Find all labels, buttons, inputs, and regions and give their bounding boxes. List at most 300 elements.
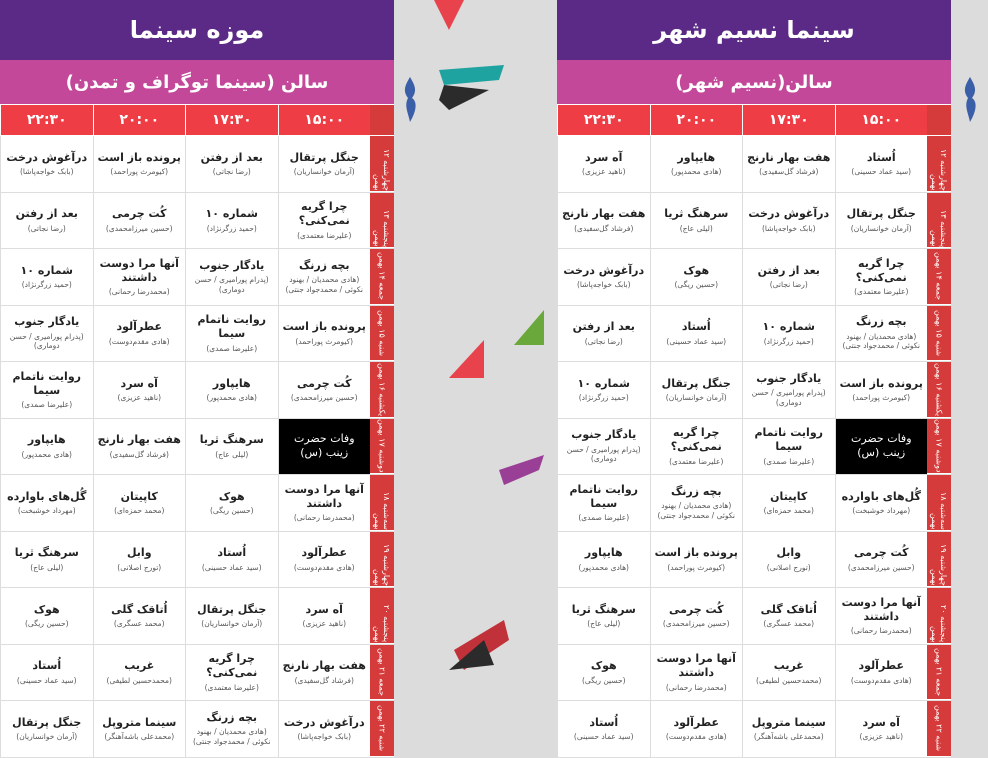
movie-director: (فرشاد گل‌سفیدی) [294,675,354,685]
schedule-grid [557,136,951,758]
movie-director: (بابک خواجه‌پاشا) [576,280,631,290]
movie-title: آنها مرا دوست داشتند [284,482,364,510]
movie-title: چرا گریه نمی‌کنی؟ [206,652,258,680]
movie-title: سینما متروپل [751,715,826,729]
movie-title: پرونده باز است [654,546,738,560]
movie-director: (تورج اصلانی) [117,562,162,572]
schedule-row [0,532,394,589]
schedule-row [0,249,394,306]
movie-title: شماره ۱۰ [577,376,630,390]
screening-cell [742,532,835,588]
date-label: سه‌شنبه ۱۸ بهمن [927,475,951,531]
schedule-row [557,136,951,193]
movie-director: (کیومرث پوراحمد) [667,562,726,572]
movie-title: درآغوش درخت [6,150,88,164]
movie-director: (علیرضا معتمدی) [854,287,909,297]
movie-director: (کیومرث پوراحمد) [110,167,169,177]
movie-title: شماره ۱۰ [20,263,73,277]
movie-title: اُستاد [217,546,247,560]
screening-cell [742,193,835,249]
screening-cell [557,532,650,588]
time-slot: ۱۵:۰۰ [278,105,371,135]
movie-director: (هادی محمدیان / بهنود نکوئی / محمدجواد جنتی) [285,275,364,294]
date-label: شنبه ۱۵ بهمن [927,306,951,362]
movie-director: (علیرضا معتمدی) [669,456,724,466]
movie-director: (حسین ریگی) [581,675,626,685]
movie-director: (تورج اصلانی) [766,562,811,572]
movie-director: (رضا نجاتی) [27,223,66,233]
screening-cell [557,306,650,362]
screening-cell [650,645,743,701]
movie-title: گُل‌های باوارده [7,489,87,503]
screening-cell [650,362,743,418]
screening-cell [835,136,928,192]
screening-cell [650,532,743,588]
movie-director: (مهرداد خوشبخت) [852,506,911,516]
movie-title: سرهنگ ثریا [571,602,636,616]
time-slot: ۲۲:۳۰ [0,105,93,135]
movie-title: آنها مرا دوست داشتند [841,595,921,623]
movie-director: (فرشاد گل‌سفیدی) [574,223,634,233]
movie-title: کاپیتان [120,489,158,503]
schedule-row [0,419,394,476]
date-label: جمعه ۱۴ بهمن [927,249,951,305]
movie-title: بچه زرنگ [855,315,907,329]
screening-cell [835,532,928,588]
movie-director: (محمد عسگری) [113,619,165,629]
schedule-row [0,701,394,758]
movie-title: جنگل پرتقال [12,715,82,729]
movie-title: جنگل پرتقال [661,376,731,390]
movie-director: (محمدرضا رحمانی) [293,513,355,523]
movie-director: (حسین میرزامحمدی) [105,223,173,233]
panel-title: سینما نسیم شهر [557,0,951,60]
screening-cell [278,588,371,644]
movie-title: هفت بهار نارنج [747,150,831,164]
date-label: یکشنبه ۱۶ بهمن [370,362,394,418]
movie-director: (هادی مقدم‌دوست) [108,336,170,346]
screening-cell [835,306,928,362]
movie-director: (هادی محمدپور) [206,393,257,403]
movie-title: سرهنگ ثریا [14,546,79,560]
schedule-row [557,362,951,419]
movie-director: (حسین میرزامحمدی) [290,393,358,403]
movie-title: هایپاور [677,150,716,164]
movie-director: (محمدحسین لطیفی) [106,675,172,685]
movie-title: هوک [683,263,710,277]
movie-title: کُت چرمی [853,546,909,560]
movie-title: درآغوش درخت [748,207,830,221]
movie-director: (رضا نجاتی) [584,336,623,346]
time-slot: ۲۰:۰۰ [93,105,186,135]
time-slot: ۱۵:۰۰ [835,105,928,135]
screening-cell [650,306,743,362]
screening-cell [742,475,835,531]
schedule-row [557,306,951,363]
screening-cell [185,306,278,362]
movie-title: هایپاور [212,376,251,390]
screening-cell [835,249,928,305]
date-label: جمعه ۲۱ بهمن [370,645,394,701]
screening-cell [650,136,743,192]
movie-director: (محمدرضا رحمانی) [108,287,170,297]
date-label: یکشنبه ۱۶ بهمن [927,362,951,418]
screening-cell [278,306,371,362]
movie-director: (حسین ریگی) [24,619,69,629]
date-label: پنجشنبه ۱۳ بهمن [370,193,394,249]
movie-director: (لیلی عاج) [215,449,249,459]
movie-title: کُت چرمی [296,376,352,390]
screening-cell [278,136,371,192]
date-label: شنبه ۲۲ بهمن [927,701,951,757]
screening-cell [557,193,650,249]
movie-director: (پدرام پورامیری / حسن دوماری) [194,275,269,294]
movie-director: (هادی مقدم‌دوست) [665,732,727,742]
screening-cell [0,701,93,757]
movie-title: گُل‌های باوارده [841,489,921,503]
screening-cell [278,701,371,757]
movie-title: عطرآلود [673,715,720,729]
movie-director: (هادی مقدم‌دوست) [293,562,355,572]
screening-cell [742,419,835,475]
screening-cell [835,701,928,757]
movie-director: (لیلی عاج) [587,619,621,629]
date-label: شنبه ۲۲ بهمن [370,701,394,757]
screening-cell [650,419,743,475]
date-label: دوشنبه ۱۷ بهمن [370,419,394,475]
screening-cell [650,193,743,249]
movie-director: (سید عماد حسینی) [16,675,77,685]
screening-cell [650,701,743,757]
movie-director: (حمید زرگرنژاد) [21,280,72,290]
date-label: جمعه ۲۱ بهمن [927,645,951,701]
screening-cell [742,645,835,701]
screening-cell [557,136,650,192]
schedule-row [0,588,394,645]
movie-director: (ناهید عزیزی) [582,167,626,177]
movie-title: وابل [126,546,152,560]
date-label: پنجشنبه ۲۰ بهمن [927,588,951,644]
movie-director: (آرمان خوانساریان) [16,732,78,742]
movie-title: عطرآلود [116,320,163,334]
screening-cell [93,475,186,531]
date-label: دوشنبه ۱۷ بهمن [927,419,951,475]
schedule-panel-museum [0,0,394,758]
movie-director: (کیومرث پوراحمد) [852,393,911,403]
screening-cell [93,645,186,701]
movie-director: (محمد حمزه‌ای) [114,506,165,516]
screening-cell [93,419,186,475]
date-label: چهارشنبه ۱۲ بهمن [370,136,394,192]
movie-title: غریب [773,659,804,673]
screening-cell [93,193,186,249]
schedule-row [557,475,951,532]
movie-title: روایت ناتمام سیما [197,313,266,341]
movie-director: (علیرضا صمدی) [578,513,630,523]
screening-cell [557,362,650,418]
movie-title: یادگار جنوب [571,428,637,442]
date-label: چهارشنبه ۱۹ بهمن [370,532,394,588]
movie-title: وفات حضرت زینب (س) [293,431,355,460]
screening-cell [278,645,371,701]
panel-title: موزه سینما [0,0,394,60]
movie-director: (لیلی عاج) [30,562,64,572]
screening-cell [835,645,928,701]
movie-title: پرونده باز است [839,376,923,390]
movie-director: (محمدعلی باشه‌آهنگر) [753,732,824,742]
movie-title: درآغوش درخت [283,715,365,729]
movie-title: جنگل پرتقال [846,207,916,221]
screening-cell [0,362,93,418]
movie-title: آنها مرا دوست داشتند [656,652,736,680]
screening-cell [650,588,743,644]
movie-director: (هادی محمدپور) [21,449,72,459]
movie-director: (علیرضا معتمدی) [297,230,352,240]
schedule-row [557,249,951,306]
movie-title: سرهنگ ثریا [664,207,729,221]
movie-director: (بابک خواجه‌پاشا) [761,223,816,233]
movie-director: (حمید زرگرنژاد) [763,336,814,346]
movie-title: بعد از رفتن [572,320,635,334]
screening-cell [185,588,278,644]
movie-title: کُت چرمی [111,207,167,221]
date-label: شنبه ۱۵ بهمن [370,306,394,362]
schedule-row [557,193,951,250]
movie-director: (سید عماد حسینی) [201,562,262,572]
movie-director: (پدرام پورامیری / حسن دوماری) [9,331,84,351]
date-label: چهارشنبه ۱۲ بهمن [927,136,951,192]
screening-cell [0,588,93,644]
movie-title: یادگار جنوب [199,258,265,272]
movie-director: (محمدرضا رحمانی) [850,626,912,636]
movie-director: (کیومرث پوراحمد) [295,336,354,346]
screening-cell [93,249,186,305]
movie-title: یادگار جنوب [756,371,822,385]
screening-cell [742,306,835,362]
movie-title: شماره ۱۰ [762,320,815,334]
time-slot: ۲۲:۳۰ [557,105,650,135]
movie-director: (هادی محمدیان / بهنود نکوئی / محمدجواد جنتی) [192,727,271,746]
movie-title: اُستاد [681,320,711,334]
movie-title: چرا گریه نمی‌کنی؟ [855,256,907,284]
movie-director: (رضا نجاتی) [212,167,251,177]
movie-director: (علیرضا صمدی) [206,343,258,353]
movie-title: کاپیتان [770,489,808,503]
screening-cell [185,645,278,701]
movie-title: هوک [33,602,60,616]
movie-director: (سید عماد حسینی) [666,336,727,346]
movie-director: (حسین ریگی) [209,506,254,516]
movie-director: (محمد عسگری) [763,619,815,629]
movie-director: (بابک خواجه‌پاشا) [297,732,352,742]
screening-cell [0,193,93,249]
movie-title: وابل [776,546,802,560]
date-label: پنجشنبه ۱۳ بهمن [927,193,951,249]
screening-cell [0,419,93,475]
movie-director: (لیلی عاج) [679,223,713,233]
screening-cell [0,475,93,531]
schedule-grid [0,136,394,758]
schedule-row [0,193,394,250]
movie-title: بعد از رفتن [757,263,820,277]
schedule-row [557,645,951,702]
movie-director: (سید عماد حسینی) [573,732,634,742]
schedule-panel-nasim-shahr [557,0,951,758]
schedule-row [557,532,951,589]
movie-director: (فرشاد گل‌سفیدی) [109,449,169,459]
movie-title: سینما متروپل [102,715,177,729]
screening-cell [278,362,371,418]
movie-director: (بابک خواجه‌پاشا) [19,167,74,177]
schedule-row [0,136,394,193]
movie-director: (محمدحسین لطیفی) [756,675,822,685]
movie-director: (هادی محمدیان / بهنود نکوئی / محمدجواد جنتی) [842,331,921,351]
screening-cell [185,136,278,192]
screening-cell [185,419,278,475]
festival-logo-icon [398,72,422,132]
movie-title: کُت چرمی [668,602,724,616]
movie-director: (پدرام پورامیری / حسن دوماری) [566,444,641,464]
movie-title: چرا گریه نمی‌کنی؟ [670,426,722,454]
time-slot: ۲۰:۰۰ [650,105,743,135]
movie-title: هایپاور [584,546,623,560]
movie-title: آه سرد [305,602,343,616]
schedule-row [0,645,394,702]
movie-title: جنگل پرتقال [197,602,267,616]
screening-cell [0,306,93,362]
screening-cell [557,701,650,757]
movie-director: (رضا نجاتی) [769,280,808,290]
movie-title: درآغوش درخت [563,263,645,277]
movie-director: (هادی محمدیان / بهنود نکوئی / محمدجواد جنتی) [657,501,736,520]
screening-cell [93,136,186,192]
movie-director: (ناهید عزیزی) [859,732,903,742]
screening-cell [185,532,278,588]
movie-director: (حمید زرگرنژاد) [578,393,629,403]
screening-cell [185,701,278,757]
movie-director: (آرمان خوانساریان) [665,393,727,403]
screening-cell [0,532,93,588]
date-label: پنجشنبه ۲۰ بهمن [370,588,394,644]
date-label: چهارشنبه ۱۹ بهمن [927,532,951,588]
movie-title: هوک [590,659,617,673]
screening-cell [0,249,93,305]
screening-cell [278,249,371,305]
movie-title: اُتاقک گلی [760,602,817,616]
schedule-row [557,588,951,645]
movie-title: آه سرد [862,715,900,729]
screening-cell [185,193,278,249]
hall-name: سالن (سینما توگراف و تمدن) [0,60,394,104]
screening-cell [650,475,743,531]
screening-cell [557,588,650,644]
date-column-header [370,105,394,135]
hall-name: سالن(نسیم شهر) [557,60,951,104]
movie-title: اُستاد [589,715,619,729]
movie-title: هایپاور [27,433,66,447]
movie-director: (حسین میرزامحمدی) [847,562,915,572]
movie-title: روایت ناتمام سیما [12,369,81,397]
screening-cell [93,532,186,588]
screening-cell [93,362,186,418]
movie-title: بعد از رفتن [200,150,263,164]
schedule-row [0,475,394,532]
schedule-row [0,362,394,419]
movie-director: (حمید زرگرنژاد) [206,223,257,233]
movie-title: یادگار جنوب [14,315,80,329]
times-header [557,105,951,135]
movie-director: (حسین ریگی) [674,280,719,290]
screening-cell [835,362,928,418]
movie-title: اُستاد [866,150,896,164]
screening-cell [93,588,186,644]
screening-cell [650,249,743,305]
time-slot: ۱۷:۳۰ [742,105,835,135]
festival-logo-icon [958,72,982,132]
movie-director: (علیرضا صمدی) [763,456,815,466]
screening-cell [835,193,928,249]
movie-director: (آرمان خوانساریان) [201,619,263,629]
movie-director: (ناهید عزیزی) [302,619,346,629]
movie-title: پرونده باز است [97,150,181,164]
movie-title: هفت بهار نارنج [97,433,181,447]
screening-cell [0,645,93,701]
movie-title: پرونده باز است [282,320,366,334]
screening-cell [278,193,371,249]
screening-cell [742,362,835,418]
movie-title: عطرآلود [858,659,905,673]
movie-title: بعد از رفتن [15,207,78,221]
screening-cell [835,588,928,644]
movie-director: (محمدعلی باشه‌آهنگر) [104,732,175,742]
screening-cell [557,249,650,305]
movie-title: آه سرد [585,150,623,164]
movie-director: (علیرضا معتمدی) [204,682,259,692]
movie-title: شماره ۱۰ [205,207,258,221]
movie-title: سرهنگ ثریا [199,433,264,447]
screening-cell [742,588,835,644]
screening-cell [557,475,650,531]
schedule-row [557,701,951,758]
movie-director: (علیرضا صمدی) [21,400,73,410]
movie-director: (حسین میرزامحمدی) [662,619,730,629]
movie-title: بچه زرنگ [298,258,350,272]
screening-cell [185,475,278,531]
movie-director: (هادی مقدم‌دوست) [850,675,912,685]
movie-director: (ناهید عزیزی) [117,393,161,403]
movie-title: هفت بهار نارنج [282,659,366,673]
movie-title: چرا گریه نمی‌کنی؟ [298,200,350,228]
date-column-header [927,105,951,135]
screening-cell [742,701,835,757]
screening-cell [93,701,186,757]
movie-title: اُستاد [32,659,62,673]
movie-title: اُتاقک گلی [111,602,168,616]
screening-cell [278,419,371,475]
movie-title: جنگل پرتقال [289,150,359,164]
screening-cell [835,419,928,475]
screening-cell [93,306,186,362]
movie-director: (محمدرضا رحمانی) [665,682,727,692]
screening-cell [557,645,650,701]
screening-cell [835,475,928,531]
movie-title: عطرآلود [301,546,348,560]
screening-cell [0,136,93,192]
movie-title: روایت ناتمام سیما [754,426,823,454]
screening-cell [185,362,278,418]
movie-director: (فرشاد گل‌سفیدی) [759,167,819,177]
screening-cell [278,475,371,531]
